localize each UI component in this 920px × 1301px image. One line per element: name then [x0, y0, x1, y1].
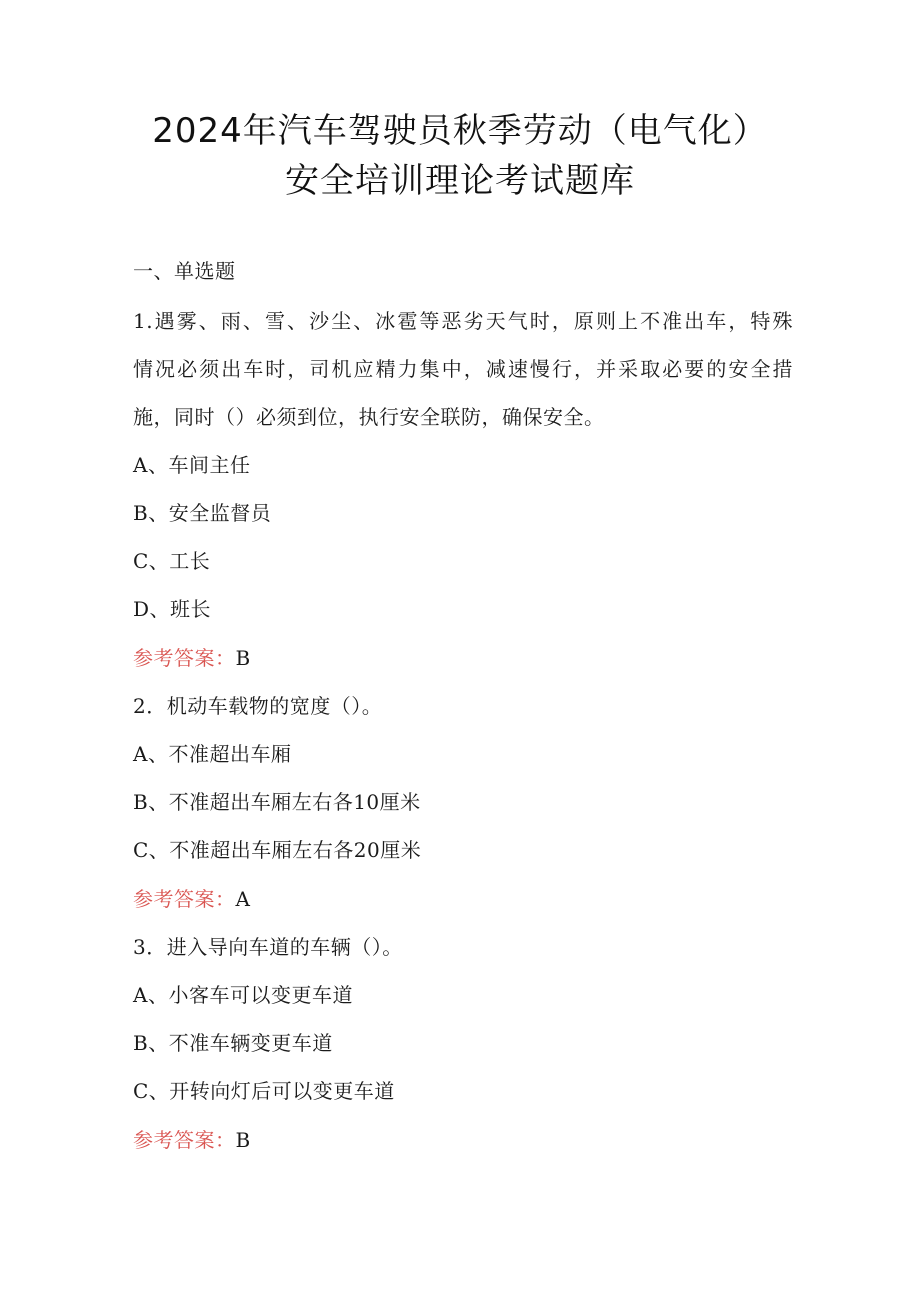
question-2-option-b: B、不准超出车厢左右各10厘米 — [133, 790, 421, 814]
answer-value: B — [235, 1128, 251, 1152]
question-3-answer — [133, 1125, 793, 1155]
question-1-stem-line-1: 1.遇雾、雨、雪、沙尘、冰雹等恶劣天气时，原则上不准出车，特殊 — [133, 309, 793, 333]
question-3-stem: 3．进入导向车道的车辆（）。 — [133, 935, 403, 959]
question-1-option-a: A、车间主任 — [133, 453, 251, 477]
answer-label: 参考答案： — [133, 887, 236, 911]
question-1-stem-line-3: 施，同时（）必须到位，执行安全联防，确保安全。 — [133, 405, 605, 429]
answer-label: 参考答案： — [133, 646, 236, 670]
section-heading: 一、单选题 — [133, 259, 236, 283]
question-3-option-b: B、不准车辆变更车道 — [133, 1031, 333, 1055]
document-title-line-2: 安全培训理论考试题库 — [285, 161, 635, 201]
question-1-option-d: D、班长 — [133, 597, 212, 621]
question-3-option-a: A、小客车可以变更车道 — [133, 983, 353, 1007]
question-3-option-c: C、开转向灯后可以变更车道 — [133, 1079, 395, 1103]
document-title-line-1: 2024年汽车驾驶员秋季劳动（电气化） — [152, 111, 768, 151]
question-1-option-b: B、安全监督员 — [133, 501, 272, 525]
question-1-stem-line-2: 情况必须出车时，司机应精力集中，减速慢行，并采取必要的安全措 — [133, 357, 793, 381]
answer-value: A — [235, 887, 251, 911]
question-1-option-c: C、工长 — [133, 549, 211, 573]
question-1-answer — [133, 643, 793, 673]
answer-label: 参考答案： — [133, 1128, 236, 1152]
question-2-answer — [133, 884, 793, 914]
question-2-option-c: C、不准超出车厢左右各20厘米 — [133, 838, 422, 862]
answer-value: B — [235, 646, 251, 670]
question-2-option-a: A、不准超出车厢 — [133, 742, 292, 766]
question-2-stem: 2．机动车载物的宽度（）。 — [133, 694, 383, 718]
